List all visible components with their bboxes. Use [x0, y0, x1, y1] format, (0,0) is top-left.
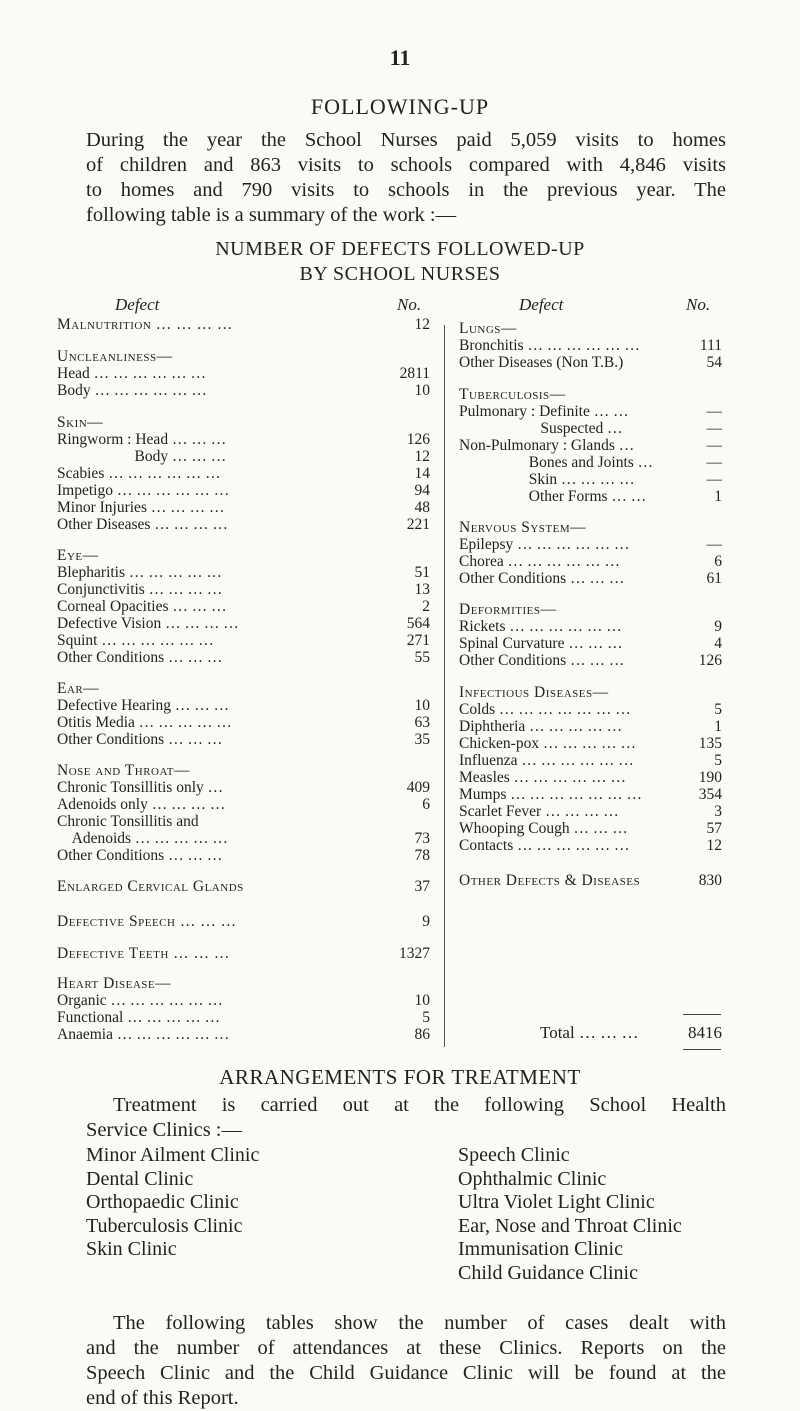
- defect-label: Epilepsy … … … … … …: [459, 536, 630, 553]
- left-col-no-header: No.: [397, 295, 422, 314]
- defect-label: Body … … … … … …: [57, 382, 207, 399]
- defect-count: 4: [714, 635, 722, 652]
- clinic-item: Speech Clinic: [458, 1144, 570, 1166]
- defect-label: Chronic Tonsillitis and: [57, 813, 199, 830]
- defect-count: 57: [706, 820, 722, 837]
- defect-count: —: [706, 403, 722, 420]
- defect-label: Body … … …: [57, 448, 227, 465]
- closing-line: Speech Clinic and the Child Guidance Clinic will be found at the: [86, 1362, 726, 1384]
- defect-label: Adenoids only … … … …: [57, 796, 226, 813]
- defect-label: Other Conditions … … …: [57, 847, 223, 864]
- defect-count: 63: [414, 714, 430, 731]
- defect-label: Defective Speech … … …: [57, 913, 237, 930]
- closing-paragraph: [86, 1311, 726, 1411]
- defect-count: 5: [714, 752, 722, 769]
- defect-count: 354: [698, 786, 722, 803]
- defect-label: Pulmonary : Definite … …: [459, 403, 629, 420]
- defect-count: 14: [414, 465, 430, 482]
- closing-line: and the number of attendances at these Clinics. Reports on the: [86, 1337, 726, 1359]
- defect-count: 126: [406, 431, 430, 448]
- defect-label: Nervous System—: [459, 519, 587, 536]
- defect-count: 10: [414, 697, 430, 714]
- defect-label: Tuberculosis—: [459, 386, 566, 403]
- defect-label: Defective Teeth … … …: [57, 945, 230, 962]
- defect-label: Colds … … … … … … …: [459, 701, 631, 718]
- defect-label: Bronchitis … … … … … …: [459, 337, 640, 354]
- defect-count: 6: [422, 796, 430, 813]
- defect-label: Corneal Opacities … … …: [57, 598, 227, 615]
- defect-label: Conjunctivitis … … … …: [57, 581, 223, 598]
- defect-label: Organic … … … … … …: [57, 992, 223, 1009]
- defect-count: 1: [714, 718, 722, 735]
- clinic-item: Skin Clinic: [86, 1238, 177, 1260]
- defect-label: Non-Pulmonary : Glands …: [459, 437, 635, 454]
- defect-count: —: [706, 420, 722, 437]
- defect-label: Functional … … … … …: [57, 1009, 221, 1026]
- defect-count: 830: [698, 872, 722, 889]
- defect-label: Defective Vision … … … …: [57, 615, 239, 632]
- defect-count: 126: [698, 652, 722, 669]
- defect-label: Eye—: [57, 547, 99, 564]
- defect-count: 12: [414, 316, 430, 333]
- defect-count: 9: [714, 618, 722, 635]
- defect-label: Blepharitis … … … … …: [57, 564, 222, 581]
- defect-count: 564: [406, 615, 430, 632]
- defect-label: Measles … … … … … …: [459, 769, 627, 786]
- defect-count: 12: [706, 837, 722, 854]
- treatment-paragraph: [86, 1093, 726, 1143]
- defect-label: Chicken-pox … … … … …: [459, 735, 636, 752]
- defect-label: Whooping Cough … … …: [459, 820, 628, 837]
- defect-label: Suspected …: [459, 420, 623, 437]
- defect-label: Adenoids … … … … …: [57, 830, 228, 847]
- clinic-item: Tuberculosis Clinic: [86, 1214, 243, 1237]
- defect-label: Enlarged Cervical Glands: [57, 878, 244, 895]
- closing-line: The following tables show the number of cases dealt with: [113, 1312, 726, 1334]
- intro-line: following table is a summary of the work :—: [86, 204, 457, 226]
- defect-label: Skin … … … …: [459, 471, 635, 488]
- intro-paragraph: [86, 128, 726, 228]
- defect-label: Spinal Curvature … … …: [459, 635, 623, 652]
- intro-line: During the year the School Nurses paid 5,059 visits to homes: [86, 129, 726, 151]
- defect-label: Anaemia … … … … … …: [57, 1026, 230, 1043]
- defect-count: 37: [414, 878, 430, 895]
- defect-count: 271: [406, 632, 430, 649]
- defect-count: 5: [714, 701, 722, 718]
- defect-count: 221: [406, 516, 430, 533]
- defect-label: Impetigo … … … … … …: [57, 482, 230, 499]
- defect-count: —: [706, 536, 722, 553]
- defect-count: 1: [714, 488, 722, 505]
- defect-count: —: [706, 471, 722, 488]
- defect-count: 111: [699, 337, 722, 354]
- defect-label: Skin—: [57, 414, 104, 431]
- arrangements-heading: ARRANGEMENTS FOR TREATMENT: [219, 1065, 581, 1089]
- defect-label: Heart Disease—: [57, 975, 172, 992]
- column-divider: [444, 325, 445, 1047]
- defect-label: Other Conditions … … …: [57, 731, 223, 748]
- defect-count: 48: [414, 499, 430, 516]
- table-title-line-2: BY SCHOOL NURSES: [299, 263, 501, 285]
- clinic-item: Minor Ailment Clinic: [86, 1144, 260, 1166]
- defect-label: Other Conditions … … …: [459, 570, 625, 587]
- defect-label: Other Forms … …: [459, 488, 647, 505]
- defect-label: Rickets … … … … … …: [459, 618, 622, 635]
- right-col-no-header: No.: [686, 295, 711, 314]
- defect-count: —: [706, 454, 722, 471]
- defect-label: Malnutrition … … … …: [57, 316, 233, 333]
- defect-label: Contacts … … … … … …: [459, 837, 630, 854]
- treatment-line: Service Clinics :—: [86, 1119, 243, 1141]
- defect-label: Ear—: [57, 680, 100, 697]
- defect-label: Other Defects & Diseases: [459, 872, 641, 889]
- defect-count: 51: [414, 564, 430, 581]
- defect-label: Scarlet Fever … … … …: [459, 803, 619, 820]
- defect-count: 61: [706, 570, 722, 587]
- defect-label: Minor Injuries … … … …: [57, 499, 225, 516]
- intro-line: of children and 863 visits to schools compared with 4,846 visits: [86, 154, 726, 176]
- defect-count: 10: [414, 992, 430, 1009]
- closing-line: end of this Report.: [86, 1387, 239, 1409]
- defect-count: 94: [414, 482, 430, 499]
- defect-label: Other Diseases (Non T.B.): [459, 354, 624, 371]
- defect-label: Other Diseases … … … …: [57, 516, 228, 533]
- defect-count: —: [706, 437, 722, 454]
- defect-label: Head … … … … … …: [57, 365, 206, 382]
- defect-label: Mumps … … … … … … …: [459, 786, 642, 803]
- defect-label: Ringworm : Head … … …: [57, 431, 227, 448]
- defect-label: Influenza … … … … … …: [459, 752, 634, 769]
- defect-label: Other Conditions … … …: [459, 652, 625, 669]
- defect-label: Diphtheria … … … … …: [459, 718, 623, 735]
- defect-count: 2: [422, 598, 430, 615]
- defect-count: 55: [414, 649, 430, 666]
- defect-label: Defective Hearing … … …: [57, 697, 230, 714]
- clinic-item: Child Guidance Clinic: [458, 1261, 638, 1284]
- defect-label: Other Conditions … … …: [57, 649, 223, 666]
- section-heading: FOLLOWING-UP: [310, 94, 490, 119]
- clinic-item: Dental Clinic: [86, 1167, 194, 1190]
- defect-count: 9: [422, 913, 430, 930]
- defect-count: 54: [706, 354, 722, 371]
- defect-count: 2811: [399, 365, 430, 382]
- clinic-item: Orthopaedic Clinic: [86, 1191, 239, 1213]
- total-label: Total … … …: [540, 1023, 639, 1042]
- defect-label: Lungs—: [459, 320, 517, 337]
- defect-count: 13: [414, 581, 430, 598]
- defect-count: 10: [414, 382, 430, 399]
- page-number: 11: [389, 45, 411, 70]
- clinic-item: Immunisation Clinic: [458, 1238, 623, 1260]
- defect-label: Nose and Throat—: [57, 762, 190, 779]
- treatment-line: Treatment is carried out at the following School Health: [113, 1094, 726, 1116]
- intro-line: to homes and 790 visits to schools in the previous year. The: [86, 179, 726, 201]
- defect-label: Squint … … … … … …: [57, 632, 214, 649]
- defect-count: 12: [414, 448, 430, 465]
- defect-label: Bones and Joints …: [459, 454, 654, 471]
- defect-count: 73: [414, 830, 430, 847]
- defect-count: 86: [414, 1026, 430, 1043]
- left-col-defect-header: Defect: [115, 295, 160, 314]
- total-bottom-rule: [683, 1049, 721, 1050]
- clinic-item: Ophthalmic Clinic: [458, 1167, 607, 1190]
- defect-label: Uncleanliness—: [57, 348, 173, 365]
- right-col-defect-header: Defect: [519, 295, 564, 314]
- defect-count: 5: [422, 1009, 430, 1026]
- defect-count: 6: [714, 553, 722, 570]
- defect-count: 190: [698, 769, 722, 786]
- defect-label: Infectious Diseases—: [459, 684, 609, 701]
- defect-count: 1327: [399, 945, 430, 962]
- defect-count: 78: [414, 847, 430, 864]
- defect-count: 409: [406, 779, 430, 796]
- defect-label: Chronic Tonsillitis only …: [57, 779, 224, 796]
- clinic-item: Ear, Nose and Throat Clinic: [458, 1214, 682, 1237]
- total-value: 8416: [688, 1023, 722, 1042]
- defect-label: Deformities—: [459, 601, 557, 618]
- defect-label: Scabies … … … … … …: [57, 465, 221, 482]
- table-title-line-1: NUMBER OF DEFECTS FOLLOWED-UP: [215, 238, 585, 260]
- total-top-rule: [683, 1014, 721, 1015]
- defect-label: Chorea … … … … … …: [459, 553, 621, 570]
- defect-count: 135: [698, 735, 722, 752]
- clinic-item: Ultra Violet Light Clinic: [458, 1191, 655, 1213]
- defect-count: 35: [414, 731, 430, 748]
- defect-label: Otitis Media … … … … …: [57, 714, 232, 731]
- defect-count: 3: [714, 803, 722, 820]
